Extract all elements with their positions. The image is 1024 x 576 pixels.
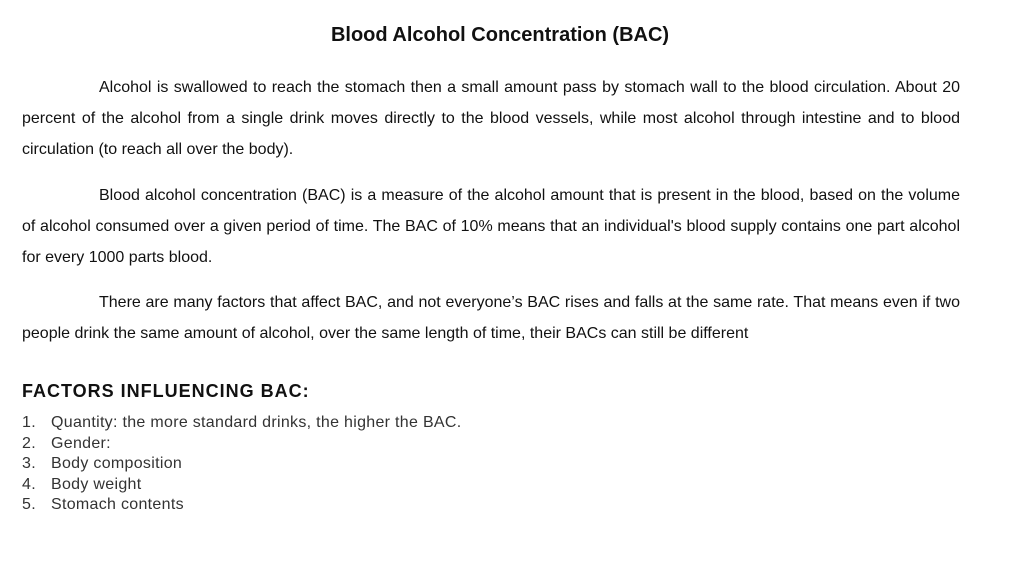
- list-item-text: Quantity: the more standard drinks, the higher the BAC.: [51, 414, 462, 431]
- paragraph-bac-definition: Blood alcohol concentration (BAC) is a measure of the alcohol amount that is present in the blood, based on the volume of alcohol consumed over a given period of time. The BAC of 10% means that an individual's blood supply contains one part alcohol for every 1000 parts blood.: [22, 187, 960, 266]
- list-item-number: 1.: [22, 414, 36, 431]
- list-item: [22, 475, 461, 496]
- page-title: Blood Alcohol Concentration (BAC): [330, 24, 670, 46]
- list-item-text: Body weight: [51, 475, 142, 493]
- list-item: [22, 413, 461, 434]
- list-item-number: 2.: [22, 434, 36, 452]
- factors-heading: FACTORS INFLUENCING BAC:: [22, 381, 310, 401]
- list-item-text: Stomach contents: [51, 496, 184, 513]
- list-item: [22, 454, 461, 475]
- list-item-text: Body composition: [51, 455, 183, 472]
- list-item-number: 4.: [22, 475, 36, 493]
- paragraph-bac-factors-intro: There are many factors that affect BAC, and not everyone’s BAC rises and falls at the same rate. That means even if two people drink the same amount of alcohol, over the same length of time, their BACs can still be different: [22, 294, 960, 342]
- list-item: [22, 434, 461, 455]
- list-item-number: 5.: [22, 496, 36, 513]
- paragraph-alcohol-absorption: Alcohol is swallowed to reach the stomach then a small amount pass by stomach wall to the blood circulation. About 20 percent of the alcohol from a single drink moves directly to the blood vessels, while most alcohol through intestine and to blood circulation (to reach all over the body).: [22, 79, 960, 158]
- factors-list: [22, 413, 461, 516]
- list-item: [22, 495, 461, 516]
- list-item-text: Gender:: [51, 434, 111, 452]
- list-item-number: 3.: [22, 455, 36, 472]
